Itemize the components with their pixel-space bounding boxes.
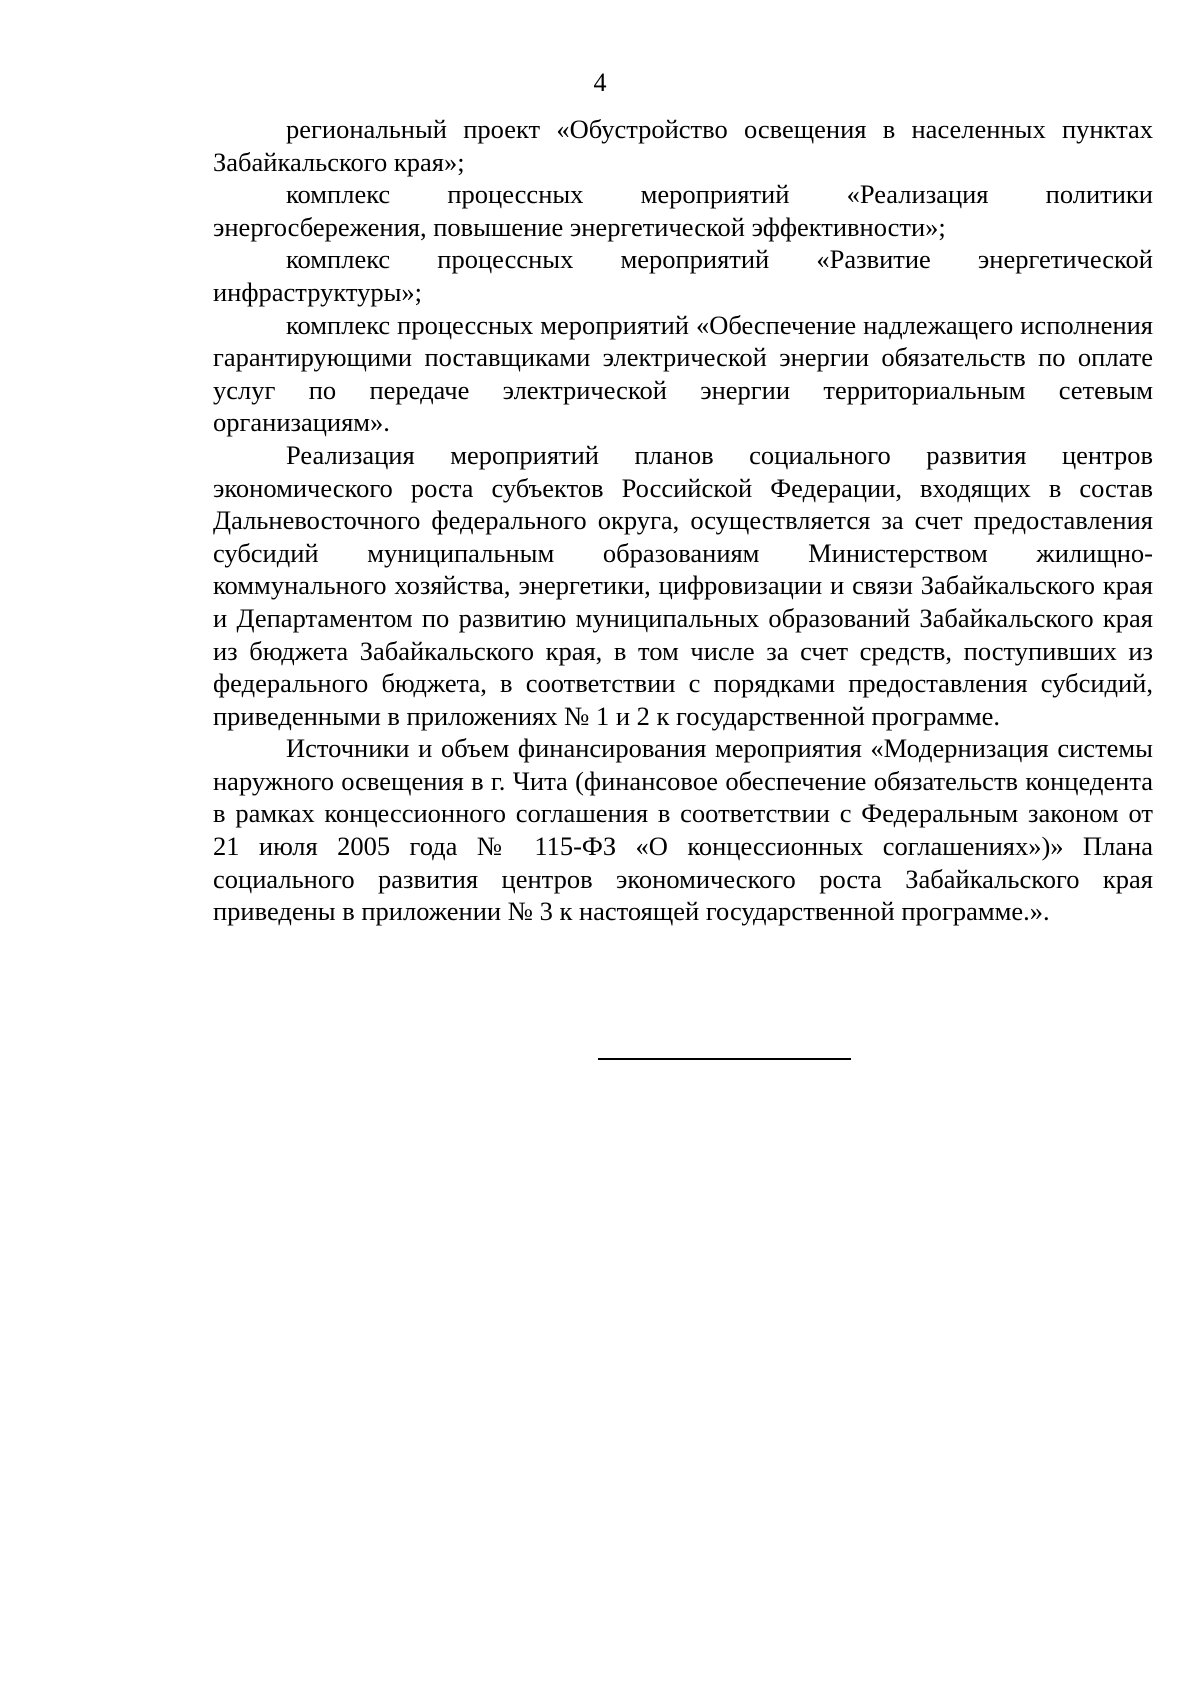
paragraph-social-development-plans: Реализация мероприятий планов социального развития центров экономического роста субъектов Российской Федерации, входящих в состав Дальневосточного федерального округа, осуществляется за счет предоставления субсидий муниципальным образованиям Министерством жилищно-коммунального хозяйства, энергетики, цифровизации и связи Забайкальского края и Департаментом по развитию муниципальных образований Забайкальского края из бюджета Забайкальского края, в том числе за счет средств, поступивших из федерального бюджета, в соответствии с порядками предоставления субсидий, приведенными в приложениях № 1 и 2 к государственной программе. xyxy=(213,439,1153,731)
paragraph-energy-saving-complex: комплекс процессных мероприятий «Реализация политики энергосбережения, повышение энергетической эффективности»; xyxy=(213,179,1153,242)
paragraph-supplier-obligations-complex: комплекс процессных мероприятий «Обеспечение надлежащего исполнения гарантирующими поставщиками электрической энергии обязательств по оплате услуг по передаче электрической энергии территориальным сетевым организациям». xyxy=(213,309,1153,438)
paragraph-financing-sources: Источники и объем финансирования мероприятия «Модернизация системы наружного освещения в г. Чита (финансовое обеспечение обязательств концедента в рамках концессионного соглашения в соответствии с Федеральным законом от 21 июля 2005 года № 115-ФЗ «О концессионных соглашениях»)» Плана социального развития центров экономического роста Забайкальского края приведены в приложении № 3 к настоящей государственной программе.». xyxy=(213,733,1153,927)
document-body xyxy=(213,113,1153,928)
end-of-text-rule xyxy=(598,1058,851,1060)
paragraph-energy-infrastructure-complex: комплекс процессных мероприятий «Развитие энергетической инфраструктуры»; xyxy=(213,244,1153,307)
paragraph-regional-project: региональный проект «Обустройство освещения в населенных пунктах Забайкальского края»; xyxy=(213,114,1153,177)
page-number: 4 xyxy=(593,68,607,97)
